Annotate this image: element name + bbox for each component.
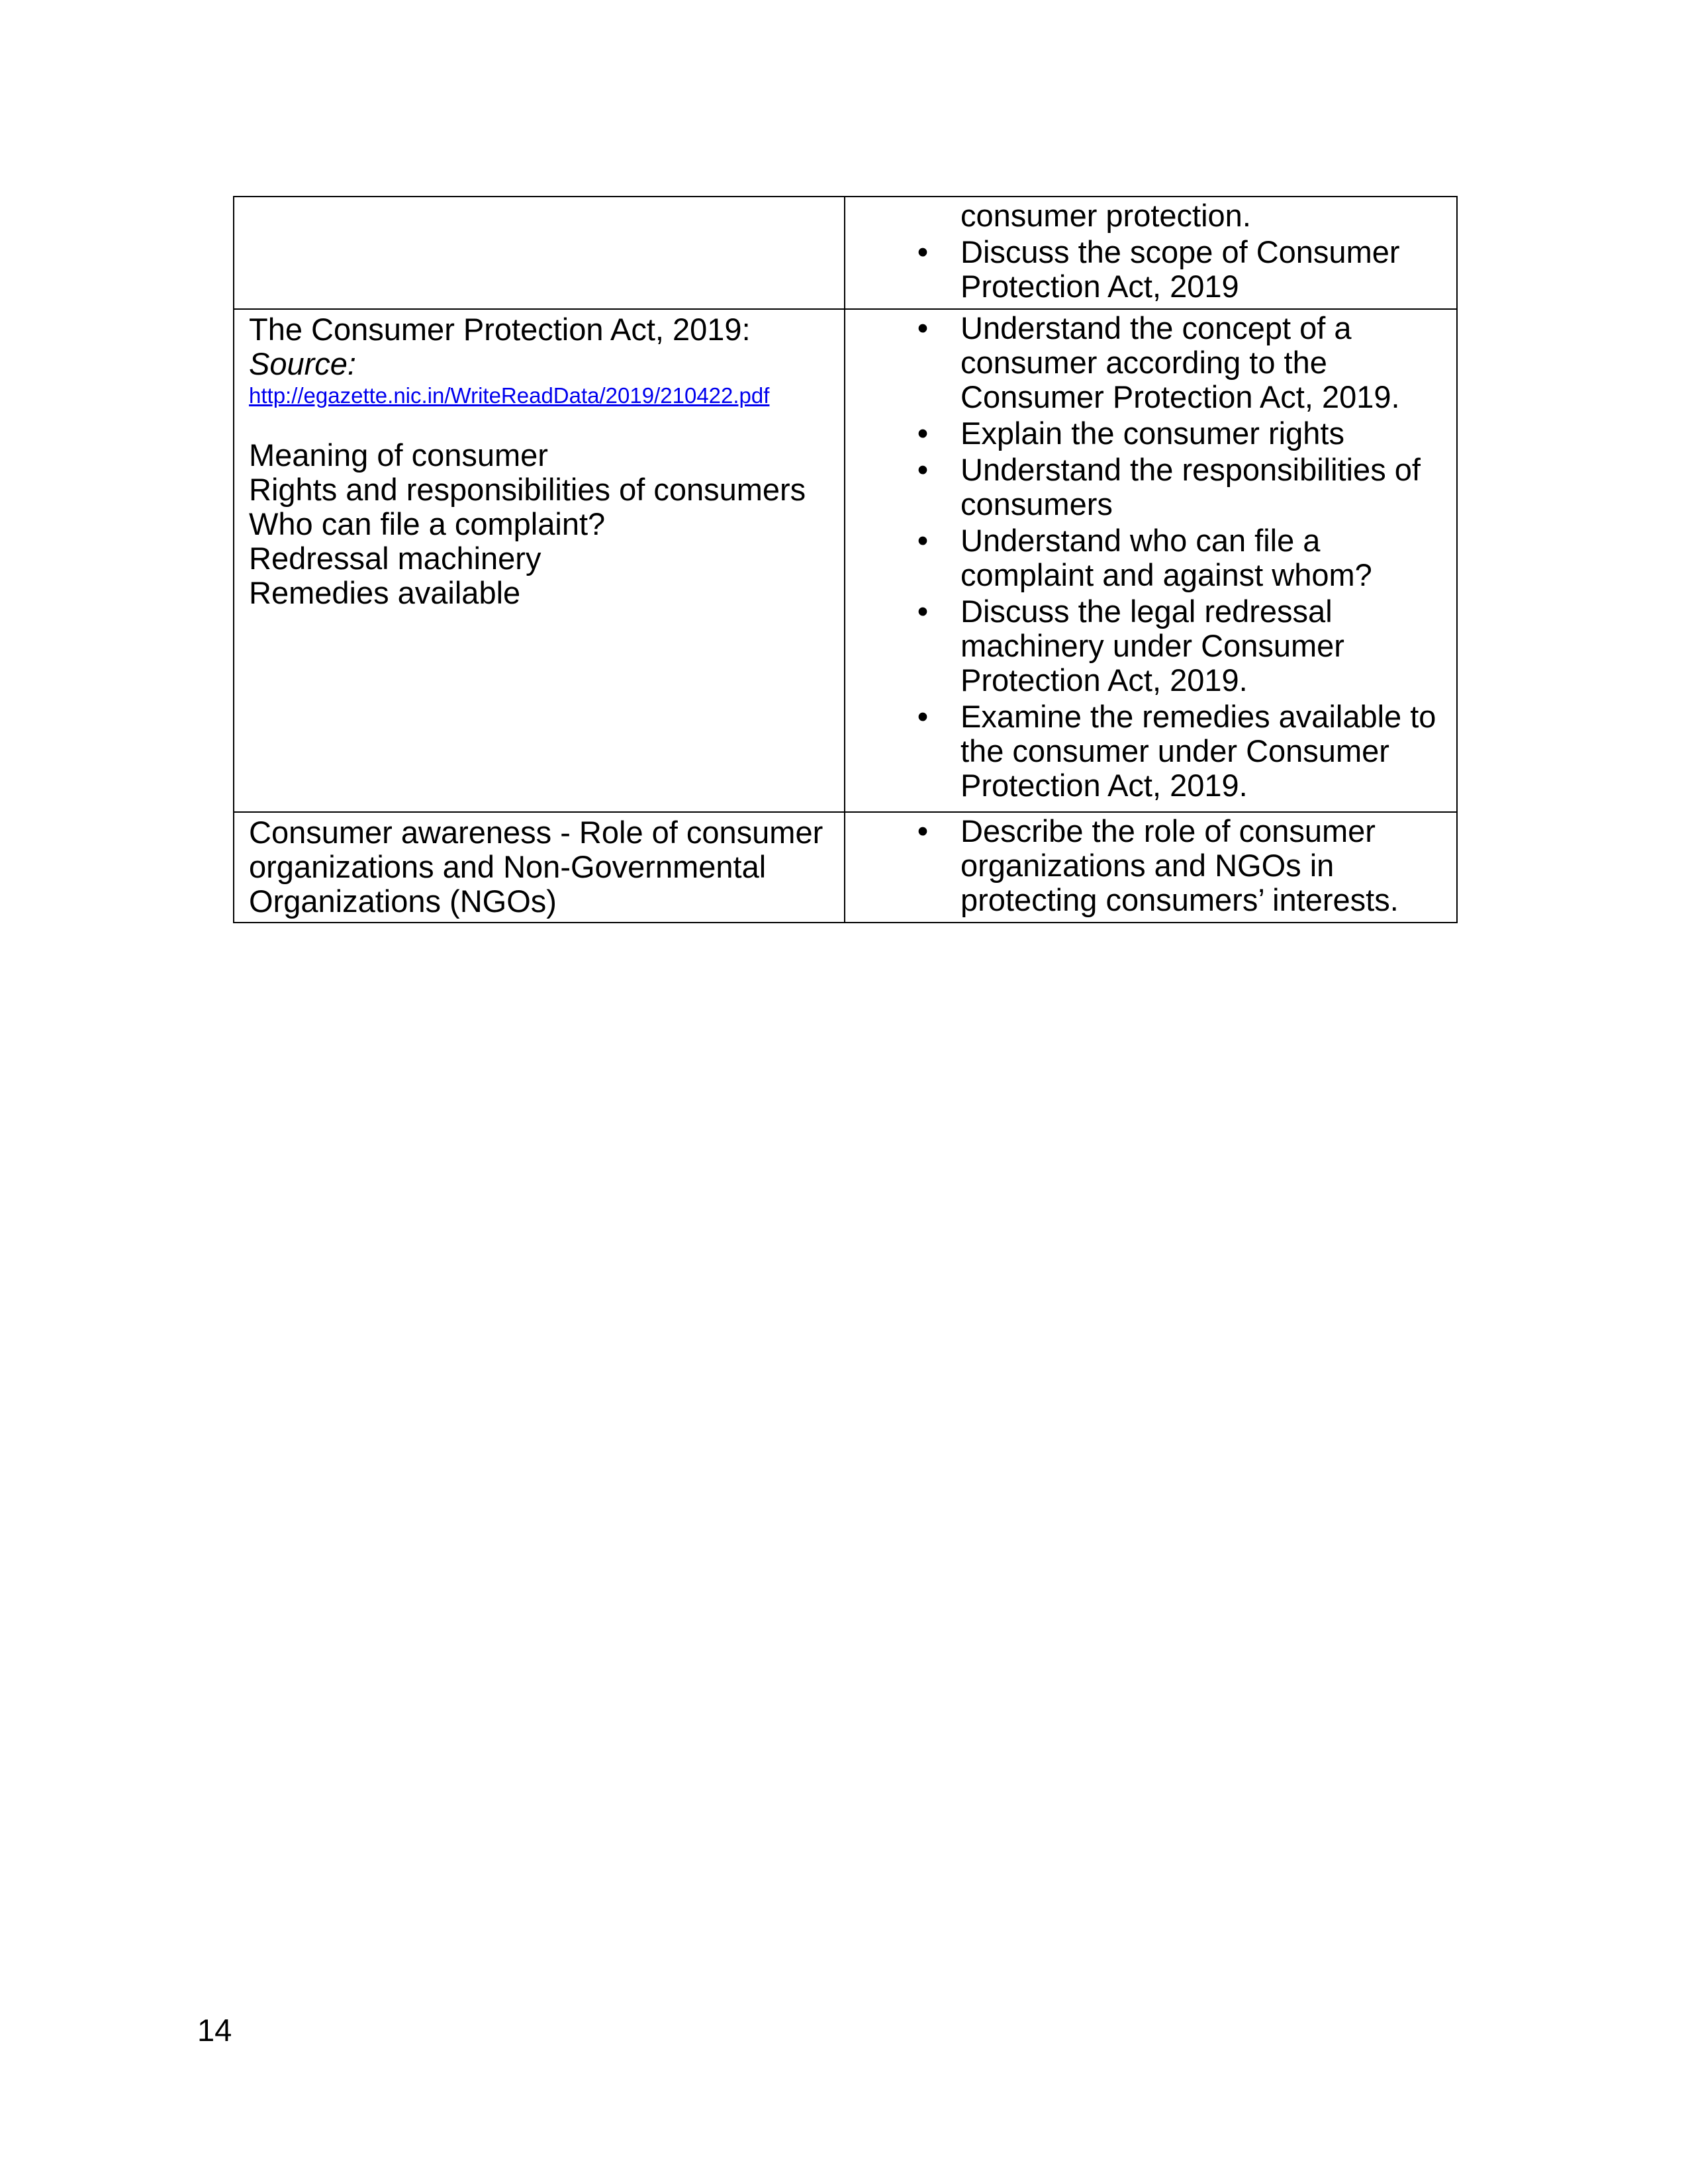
topic-title: The Consumer Protection Act, 2019: [249,312,751,347]
list-item: • Discuss the scope of Consumer Protection Act, 2019 [845,235,1450,304]
topic-cell [234,812,845,923]
topic-cell [234,197,845,309]
objectives-cell [845,812,1457,923]
objectives-list [845,311,1450,803]
list-item: • Discuss the legal redressal machinery under Consumer Protection Act, 2019. [845,594,1450,698]
syllabus-table [233,196,1458,923]
list-item: consumer protection. [961,198,1251,233]
list-item: • Understand who can file a complaint and against whom? [845,523,1450,592]
topic-item: Redressal machinery [249,541,541,576]
table-row [234,309,1457,812]
table-row [234,197,1457,309]
objectives-cell [845,197,1457,309]
bullet-icon: • [917,594,929,629]
topic-item: Consumer awareness - Role of consumer organizations and Non-Governmental Organizations (NGOs) [249,815,823,919]
page-number: 14 [197,2013,232,2048]
topic-item: Rights and responsibilities of consumers [249,472,806,507]
topic-item: Remedies available [249,575,521,610]
topic-item: Who can file a complaint? [249,506,606,541]
objectives-cell [845,309,1457,812]
bullet-icon: • [917,523,929,558]
bullet-icon: • [917,699,929,734]
list-item: • Describe the role of consumer organizations and NGOs in protecting consumers’ interests. [845,814,1450,917]
source-label: Source: [249,346,356,381]
bullet-icon: • [917,452,929,487]
table-row [234,812,1457,923]
list-item: • Understand the concept of a consumer according to the Consumer Protection Act, 2019. [845,311,1450,414]
source-link[interactable]: http://egazette.nic.in/WriteReadData/2019/210422.pdf [249,383,770,408]
bullet-icon: • [917,310,929,345]
topic-item: Meaning of consumer [249,437,548,473]
topic-cell [234,309,845,812]
bullet-icon: • [917,813,929,848]
objectives-list [845,814,1450,917]
bullet-icon: • [917,234,929,269]
objectives-list [845,199,1450,304]
bullet-icon: • [917,416,929,451]
list-item: • Examine the remedies available to the consumer under Consumer Protection Act, 2019. [845,700,1450,803]
list-item: • Explain the consumer rights [845,416,1450,451]
list-item: • Understand the responsibilities of consumers [845,453,1450,522]
